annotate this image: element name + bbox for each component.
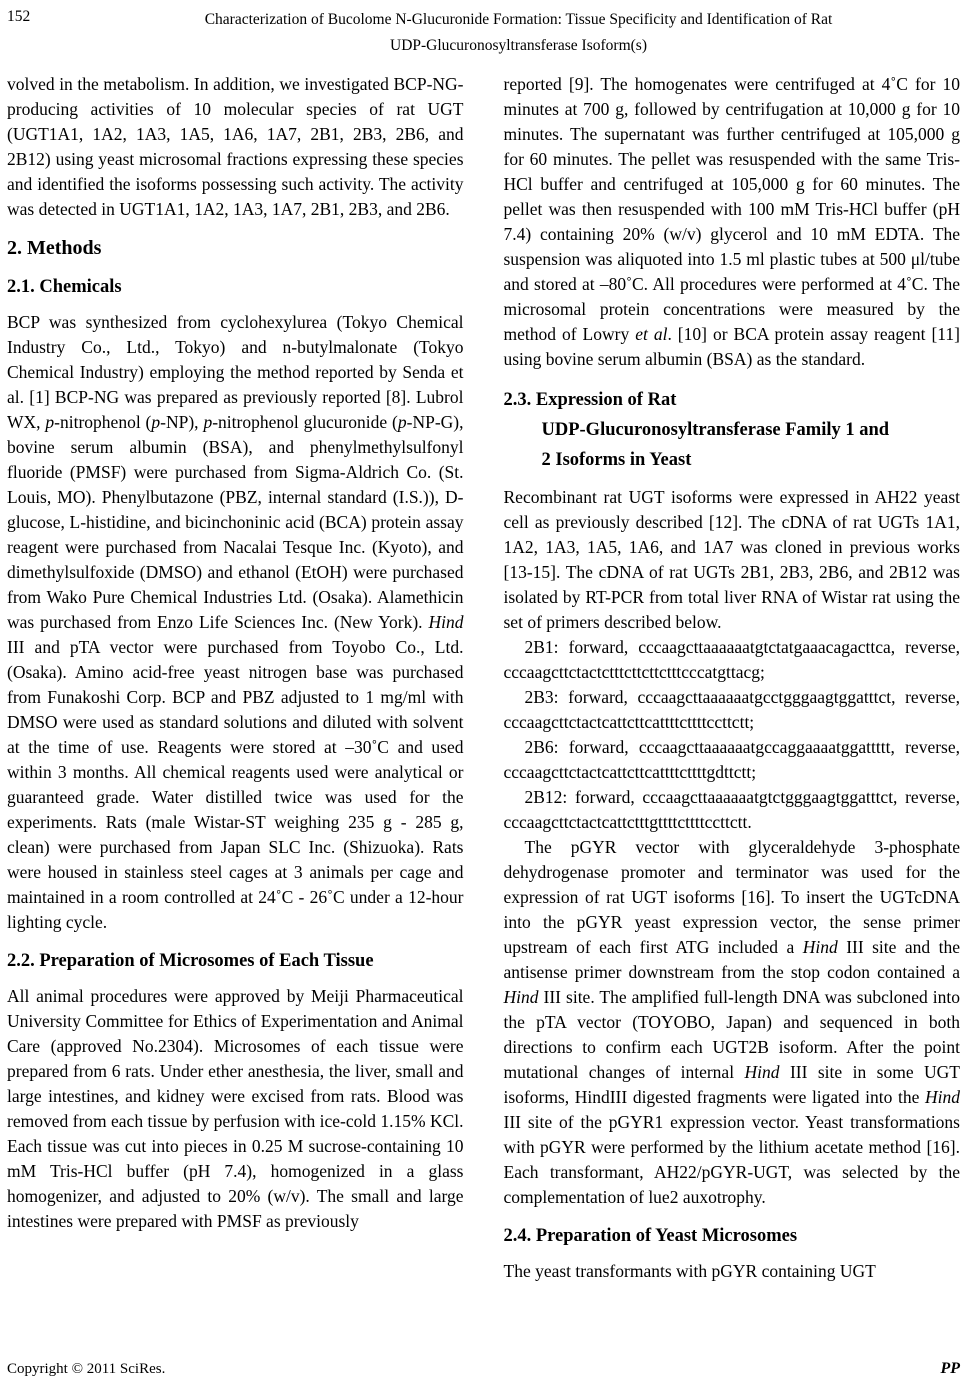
page-footer [7, 1360, 960, 1378]
paragraph-primer-2b6: 2B6: forward, cccaagcttaaaaaatgccaggaaaatggattttt, reverse, cccaagcttctactcattcttcattttcttttgdttctt; [503, 737, 960, 782]
paragraph-tissue-microsomes: All animal procedures were approved by Meiji Pharmaceutical University Committee for Ethics of Experimentation and Animal Care (approved No.2304). Microsomes of each tissue were prepared from 6 rats. Under ether anesthesia, the liver, small and large intestines, and kidney were excised from rats. Blood was removed from each tissue by perfusion with ice-cold 1.15% KCl. Each tissue was cut into pieces in 0.25 M sucrose-containing 10 mM Tris-HCl buffer (pH 7.4), homogenized in a glass homogenizer, and adjusted to 20% (w/v). The small and large intestines were prepared with PMSF as previously [7, 986, 464, 1231]
right-column [504, 72, 961, 1284]
subsection-heading-expression [504, 385, 961, 475]
paragraph-primer-2b3: 2B3: forward, cccaagcttaaaaaatgcctgggaagtggatttct, reverse, cccaagcttctactcattcttcattttcttttccttctt; [503, 687, 960, 732]
running-title [7, 7, 960, 59]
body-columns [7, 72, 960, 1284]
subsection-heading-expression-line3: 2 Isoforms in Yeast [541, 450, 692, 470]
subsection-heading-yeast-microsomes: 2.4. Preparation of Yeast Microsomes [503, 1226, 798, 1246]
subsection-heading-expression-line1: 2.3. Expression of Rat [503, 390, 677, 410]
paragraph-expression: Recombinant rat UGT isoforms were expressed in AH22 yeast cell as previously described [12]. The cDNA of rat UGTs 1A1, 1A2, 1A3, 1A5, 1A6, and 1A7 was cloned in previous works [13-15]. The cDNA of rat UGTs 2B1, 2B3, 2B6, and 2B12 was isolated by RT-PCR from total liver RNA of Wistar rat using the set of primers described below. [503, 487, 960, 632]
paragraph-primer-2b12: 2B12: forward, cccaagcttaaaaaatgtctgggaagtggatttct, reverse, cccaagcttctactcattctttgttttcttttccttctt. [503, 787, 960, 832]
left-column [7, 72, 464, 1284]
paragraph-chemicals: BCP was synthesized from cyclohexylurea (Tokyo Chemical Industry Co., Ltd., Tokyo) and n-butylmalonate (Tokyo Chemical Industry) employing the method reported by Senda et al. [1] BCP-NG was prepared as previously reported [8]. Lubrol WX, p-nitrophenol (p-NP), p-nitrophenol glucuronide (p-NP-G), bovine serum albumin (BSA), and phenylmethylsulfonyl fluoride (PMSF) were purchased from Sigma-Aldrich Co. (St. Louis, MO). Phenylbutazone (PBZ, internal standard (I.S.)), D-glucose, L-histidine, and bicinchoninic acid (BCA) protein assay reagent were purchased from Nacalai Tesque Inc. (Kyoto), and dimethylsulfoxide (DMSO) and ethanol (EtOH) were purchased from Wako Pure Chemical Industries Ltd. (Osaka). Alamethicin was purchased from Enzo Life Sciences Inc. (New York). Hind III and pTA vector were purchased from Toyobo Co., Ltd. (Osaka). Amino acid-free yeast nitrogen base was purchased from Funakoshi Corp. BCP and PBZ adjusted to 1 mg/ml with DMSO were used as standard solutions and diluted with solvent at the time of use. Reagents were stored at –30˚C and used within 3 months. All chemical reagents used were analytical or guaranteed grade. Water distilled twice was used for the experiments. Rats (male Wistar-ST weighing 235 g - 285 g, clean) were purchased from Japan SLC Inc. (Shizuoka). Rats were housed in stainless steel cages at 3 animals per cage and maintained in a room controlled at 24˚C - 26˚C under a 12-hour lighting cycle. [7, 312, 464, 932]
subsection-heading-expression-line2: UDP-Glucuronosyltransferase Family 1 and [541, 420, 890, 440]
running-title-line2: UDP-Glucuronosyltransferase Isoform(s) [390, 37, 647, 54]
page-header [7, 7, 960, 59]
section-heading-methods: 2. Methods [7, 237, 102, 259]
running-title-line1: Characterization of Bucolome N-Glucuronide Formation: Tissue Specificity and Identification of Rat [204, 11, 833, 28]
page-number: 152 [7, 8, 31, 25]
copyright-notice: Copyright © 2011 SciRes. [7, 1361, 166, 1377]
paragraph-primer-2b1: 2B1: forward, cccaagcttaaaaaatgtctatgaaacagacttca, reverse, cccaagcttctactctttcttcttctttcccatgttacg; [503, 637, 960, 682]
paragraph-tissue-continuation: reported [9]. The homogenates were centrifuged at 4˚C for 10 minutes at 700 g, followed by centrifugation at 10,000 g for 10 minutes. The supernatant was further centrifuged at 105,000 g for 60 minutes. The pellet was resuspended with the same Tris-HCl buffer and centrifuged at 105,000 g for 60 minutes. The pellet was then resuspended with 100 mM Tris-HCl buffer (pH 7.4) containing 20% (w/v) glycerol and 10 mM EDTA. The suspension was aliquoted into 1.5 ml plastic tubes at 500 μl/tube and stored at –80˚C. All procedures were performed at 4˚C. The microsomal protein concentrations were measured by the method of Lowry et al. [10] or BCA protein assay reagent [11] using bovine serum albumin (BSA) as the standard. [503, 74, 960, 369]
paragraph-pgyr-vector: The pGYR vector with glyceraldehyde 3-phosphate dehydrogenase promoter and terminator was used for the expression of rat UGT isoforms [16]. To insert the UGTcDNA into the pGYR yeast expression vector, the sense primer upstream of each first ATG included a Hind III site and the antisense primer downstream from the stop codon contained a Hind III site. The amplified full-length DNA was subcloned into the pTA vector (TOYOBO, Japan) and sequenced in both directions to confirm each UGT2B isoform. After the point mutational changes of internal Hind III site in some UGT isoforms, HindIII digested fragments were ligated into the Hind III site of the pGYR1 expression vector. Yeast transformations with pGYR were performed by the lithium acetate method [16]. Each transformant, AH22/pGYR-UGT, was selected by the complementation of lue2 auxotrophy. [503, 837, 960, 1207]
journal-code: PP [940, 1360, 960, 1377]
subsection-heading-chemicals: 2.1. Chemicals [7, 277, 122, 297]
subsection-heading-tissue-microsomes: 2.2. Preparation of Microsomes of Each Tissue [7, 951, 374, 971]
paragraph-yeast-microsomes: The yeast transformants with pGYR containing UGT [503, 1261, 876, 1281]
paragraph-intro-continuation: volved in the metabolism. In addition, we investigated BCP-NG-producing activities of 10 molecular species of rat UGT (UGT1A1, 1A2, 1A3, 1A5, 1A6, 1A7, 2B1, 2B3, 2B6, and 2B12) using yeast microsomal fractions expressing these species and identified the isoforms possessing such activity. The activity was detected in UGT1A1, 1A2, 1A3, 1A7, 2B1, 2B3, and 2B6. [7, 74, 464, 219]
